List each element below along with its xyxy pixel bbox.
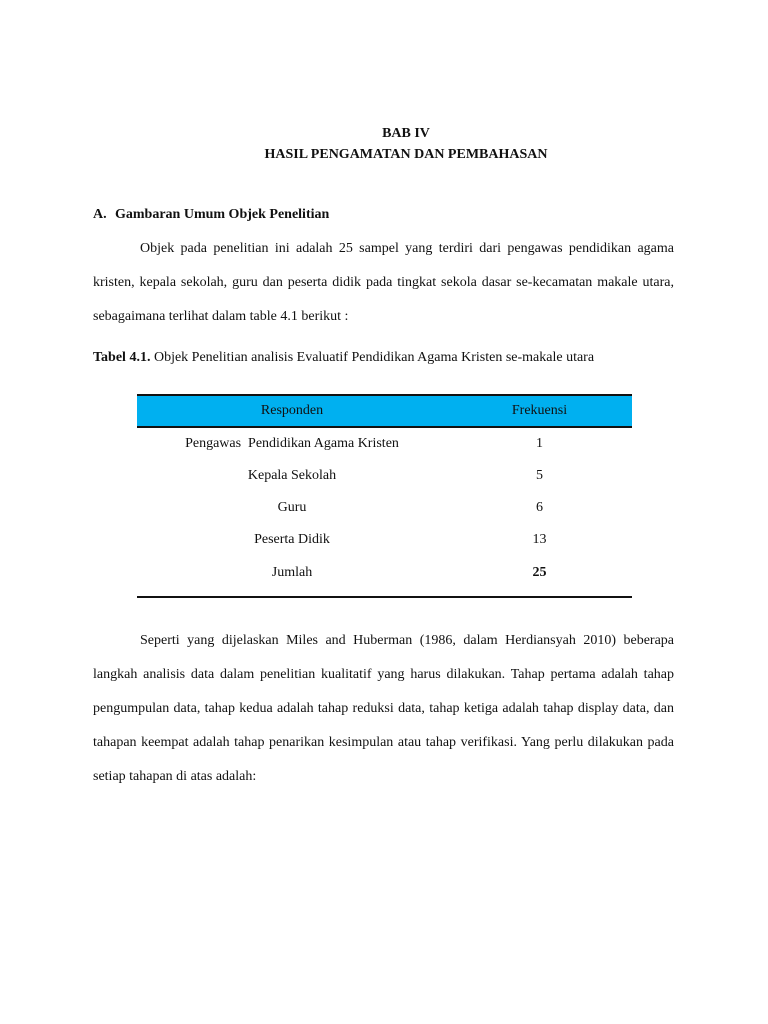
table-caption-label: Tabel 4.1. bbox=[93, 350, 151, 365]
chapter-number: BAB IV bbox=[382, 126, 430, 141]
column-header-responden: Responden bbox=[137, 395, 447, 427]
frekuensi-cell: 6 bbox=[536, 500, 543, 515]
frekuensi-cell: 5 bbox=[536, 468, 543, 483]
responden-cell: Kepala Sekolah bbox=[247, 468, 337, 483]
table-row bbox=[137, 524, 632, 556]
frekuensi-cell: 13 bbox=[532, 532, 547, 547]
paragraph-intro: Objek pada penelitian ini adalah 25 sampel yang terdiri dari pengawas pendidikan agama kristen, kepala sekolah, guru dan peserta didik pada tingkat sekola dasar se-kecamatan makale utara, sebagaimana terlihat dalam table 4.1 berikut : bbox=[93, 241, 674, 324]
responden-cell: Peserta Didik bbox=[254, 532, 330, 547]
responden-cell: Guru bbox=[277, 500, 307, 515]
section-title: Gambaran Umum Objek Penelitian bbox=[115, 207, 330, 222]
total-label-cell: Jumlah bbox=[137, 556, 447, 597]
table-caption bbox=[93, 348, 594, 368]
section-letter: A. bbox=[93, 207, 107, 222]
table-caption-text: Objek Penelitian analisis Evaluatif Pendidikan Agama Kristen se-makale utara bbox=[150, 350, 595, 365]
chapter-title: HASIL PENGAMATAN DAN PEMBAHASAN bbox=[264, 147, 548, 162]
respondent-table bbox=[137, 394, 632, 598]
table-row bbox=[137, 428, 632, 461]
responden-cell: Pengawas Pendidikan Agama Kristen bbox=[185, 436, 399, 451]
total-value-cell: 25 bbox=[447, 556, 632, 597]
frekuensi-cell: 1 bbox=[536, 436, 543, 451]
table-row bbox=[137, 460, 632, 492]
column-header-frekuensi: Frekuensi bbox=[447, 395, 632, 427]
table-row bbox=[137, 492, 632, 524]
paragraph-analysis: Seperti yang dijelaskan Miles and Huberman (1986, dalam Herdiansyah 2010) beberapa langkah analisis data dalam penelitian kualitatif yang harus dilakukan. Tahap pertama adalah tahap pengumpulan data, tahap kedua adalah tahap reduksi data, tahap ketiga adalah tahap display data, dan tahapan keempat adalah tahap penarikan kesimpulan atau tahap verifikasi. Yang perlu dilakukan pada setiap tahapan di atas adalah: bbox=[93, 633, 674, 784]
table-total-row bbox=[137, 556, 632, 597]
section-heading bbox=[93, 205, 329, 225]
